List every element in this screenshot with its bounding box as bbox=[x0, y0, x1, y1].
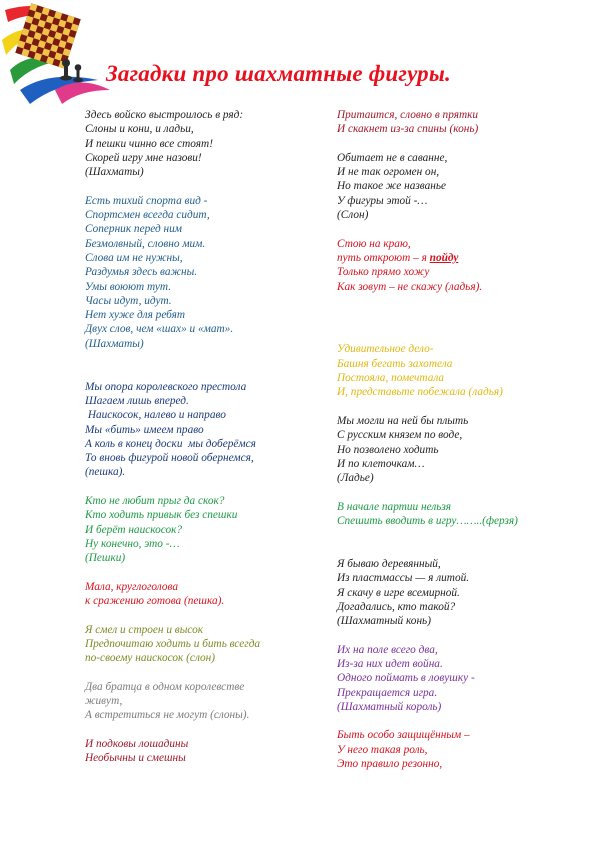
chess-logo-icon bbox=[0, 0, 115, 110]
riddle-block bbox=[85, 737, 305, 766]
riddle-line: Кто не любит прыг да скок? bbox=[85, 495, 225, 508]
riddle-line: Башня бегать захотела bbox=[337, 357, 453, 370]
riddle-block bbox=[337, 151, 577, 222]
riddle-line: Предпочитаю ходить и бить всегда bbox=[85, 637, 261, 650]
riddle-line: Догадались, кто такой? bbox=[337, 600, 456, 613]
riddle-line: Скорей игру мне назови! bbox=[85, 151, 202, 164]
riddle-line: И скакнет из-за спины (конь) bbox=[337, 123, 479, 136]
riddle-block bbox=[337, 728, 577, 771]
riddle-line: Обитает не в саванне, bbox=[337, 151, 448, 164]
riddle-line: И по клеточкам… bbox=[337, 457, 425, 470]
riddle-line: Нет хуже для ребят bbox=[85, 309, 185, 322]
riddle-block bbox=[85, 380, 305, 480]
riddle-line: Постояла, помечтала bbox=[337, 372, 445, 385]
riddle-block bbox=[85, 580, 305, 609]
riddle-line: А встретиться не могут (слоны). bbox=[85, 709, 250, 722]
riddle-block bbox=[85, 623, 305, 666]
riddle-line: Кто ходить привык без спешки bbox=[85, 509, 238, 522]
riddle-answer: (Ладье) bbox=[337, 472, 374, 485]
riddle-line: Часы идут, идут. bbox=[85, 294, 172, 307]
riddle-block bbox=[337, 557, 577, 628]
riddle-line: Быть особо защищённым – bbox=[337, 729, 470, 742]
riddle-line: Слоны и кони, и ладьи, bbox=[85, 123, 194, 136]
riddle-line: Удивительное дело- bbox=[337, 343, 434, 356]
riddle-block bbox=[85, 194, 305, 351]
riddle-line: То вновь фигурой новой обернемся, bbox=[85, 452, 254, 465]
riddle-line: Но позволено ходить bbox=[337, 443, 439, 456]
riddle-line: Двух слов, чем «шах» и «мат». bbox=[85, 323, 234, 336]
riddle-line: А коль в конец доски мы доберёмся bbox=[85, 437, 256, 450]
riddle-answer: (Слон) bbox=[337, 209, 369, 222]
riddle-line: Спешить вводить в игру……..(ферзя) bbox=[337, 515, 518, 528]
left-column bbox=[85, 108, 305, 766]
riddle-line: Наискосок, налево и направо bbox=[85, 409, 226, 422]
riddle-line: Но такое же названье bbox=[337, 180, 447, 193]
riddle-line: И, представьте побежала (ладья) bbox=[337, 386, 503, 399]
riddle-line: Умы воюют тут. bbox=[85, 280, 172, 293]
riddle-line: Я смел и строен и высок bbox=[85, 623, 204, 636]
riddle-line: Одного поймать в ловушку - bbox=[337, 672, 475, 685]
riddle-line: Слова им не нужны, bbox=[85, 251, 183, 264]
page-title: Загадки про шахматные фигуры. bbox=[106, 61, 451, 86]
riddle-block bbox=[85, 494, 305, 565]
riddle-block bbox=[85, 108, 305, 179]
riddle-line: И не так огромен он, bbox=[337, 166, 440, 179]
riddle-line: Мы могли на ней бы плыть bbox=[337, 414, 469, 427]
riddle-line-start: путь откроют – я bbox=[337, 251, 430, 264]
riddle-line: С русским князем по воде, bbox=[337, 429, 463, 442]
riddle-answer: (пешка). bbox=[85, 466, 126, 479]
riddle-block bbox=[337, 500, 577, 529]
riddle-line: У фигуры этой -… bbox=[337, 194, 428, 207]
riddle-block bbox=[337, 342, 577, 399]
riddle-line: Я бываю деревянный, bbox=[337, 557, 441, 570]
riddle-line: Только прямо хожу bbox=[337, 266, 430, 279]
riddle-block bbox=[337, 237, 577, 294]
riddle-block bbox=[337, 414, 577, 485]
riddle-line: Шагаем лишь вперед. bbox=[85, 394, 189, 407]
riddle-line: к сражению готова (пешка). bbox=[85, 595, 225, 608]
riddle-block bbox=[337, 108, 577, 137]
riddle-line: Спортсмен всегда сидит, bbox=[85, 209, 210, 222]
riddle-answer: (Шахматы) bbox=[85, 166, 144, 179]
riddle-line: У него такая роль, bbox=[337, 743, 428, 756]
riddle-line: Необычны и смешны bbox=[85, 752, 186, 765]
riddle-line: И пешки чинно все стоят! bbox=[85, 137, 213, 150]
riddle-line: Из пластмассы — я литой. bbox=[337, 572, 470, 585]
riddle-answer: (Шахматный король) bbox=[337, 700, 442, 713]
riddle-answer: (Шахматный конь) bbox=[337, 615, 431, 628]
riddle-line: Мы опора королевского престола bbox=[85, 380, 247, 393]
riddle-line: В начале партии нельзя bbox=[337, 500, 452, 513]
right-column bbox=[337, 108, 577, 771]
riddle-line: Из-за них идет война. bbox=[337, 657, 443, 670]
riddle-line: Два братца в одном королевстве bbox=[85, 680, 245, 693]
riddle-line: Раздумья здесь важны. bbox=[85, 266, 198, 279]
riddle-line: Я скачу в игре всемирной. bbox=[337, 586, 460, 599]
riddle-line: Как зовут – не скажу (ладья). bbox=[337, 280, 483, 293]
riddle-block bbox=[337, 643, 577, 714]
riddle-line: живут, bbox=[85, 695, 123, 708]
riddle-line: Это правило резонно, bbox=[337, 758, 443, 771]
riddle-line: И берёт наискосок? bbox=[85, 523, 183, 536]
riddle-line: Прекращается игра. bbox=[337, 686, 438, 699]
riddle-answer: (Шахматы) bbox=[85, 337, 144, 350]
riddle-line: Мала, круглоголова bbox=[85, 580, 178, 593]
riddle-line: Есть тихий спорта вид - bbox=[85, 194, 208, 207]
riddle-block bbox=[85, 680, 305, 723]
riddle-line: Здесь войско выстроилось в ряд: bbox=[85, 109, 244, 121]
riddle-line: Мы «бить» имеем право bbox=[85, 423, 204, 436]
riddle-line bbox=[337, 251, 577, 265]
riddle-emphasis: пойду bbox=[429, 251, 459, 264]
riddle-line: Безмолвный, словно мим. bbox=[85, 237, 206, 250]
riddle-line: по-своему наискосок (слон) bbox=[85, 652, 216, 665]
riddle-line: Ну конечно, это -… bbox=[85, 537, 180, 550]
riddle-line: Их на поле всего два, bbox=[337, 643, 438, 656]
riddle-line: Стою на краю, bbox=[337, 237, 411, 250]
riddle-line: Соперник перед ним bbox=[85, 223, 182, 236]
riddle-answer: (Пешки) bbox=[85, 552, 126, 565]
riddle-line: И подковы лошадины bbox=[85, 738, 189, 751]
riddle-line: Притаится, словно в прятки bbox=[337, 109, 479, 121]
